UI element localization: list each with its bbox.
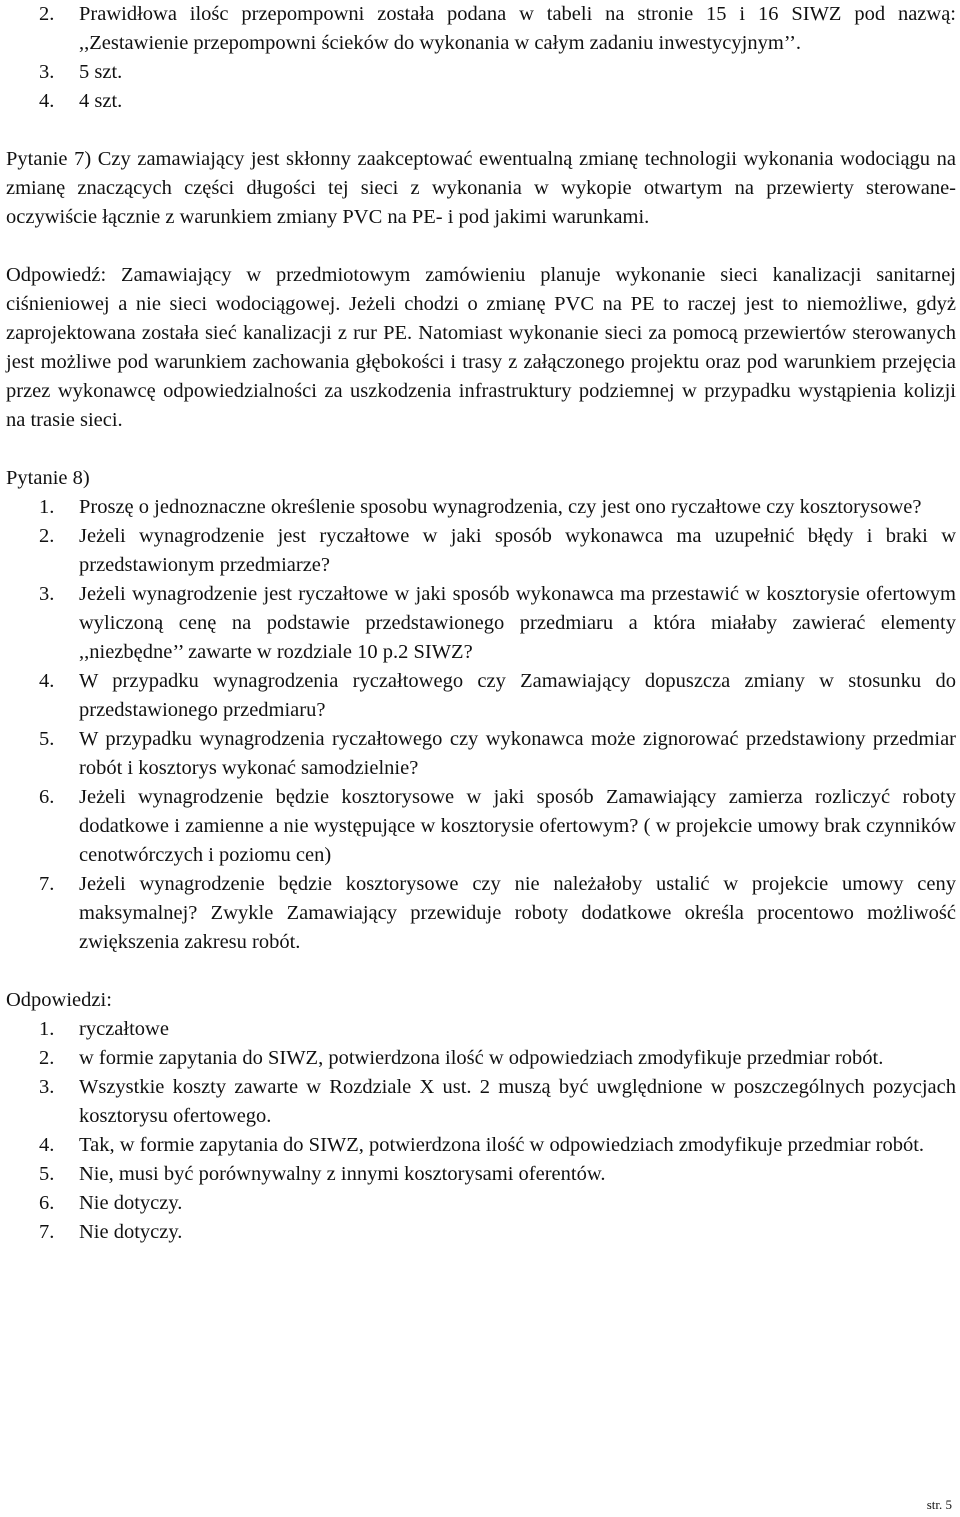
answers-list [6, 1015, 956, 1247]
list-item: 3. 5 szt. [39, 61, 123, 83]
list-item: 2. w formie zapytania do SIWZ, potwierdzona ilość w odpowiedziach zmodyfikuje przedmiar robót. [39, 1047, 884, 1069]
list-item: 6. Nie dotyczy. [39, 1192, 183, 1214]
question-8-heading: Pytanie 8) [6, 467, 90, 489]
list-item: 5. Nie, musi być porównywalny z innymi kosztorysami oferentów. [39, 1163, 606, 1185]
question-8-list [6, 493, 956, 957]
list-item: 4. 4 szt. [39, 90, 123, 112]
list-item: 4. W przypadku wynagrodzenia ryczałtowego czy Zamawiający dopuszcza zmiany w stosunku do przedstawionego przedmiaru? [39, 670, 956, 721]
document-page [6, 0, 956, 1247]
list-item: 2. Jeżeli wynagrodzenie jest ryczałtowe w jaki sposób wykonawca ma uzupełnić błędy i braki w przedstawionym przedmiarze? [39, 525, 956, 576]
list-item: 7. Jeżeli wynagrodzenie będzie kosztorysowe czy nie należałoby ustalić w projekcie umowy ceny maksymalnej? Zwykle Zamawiający przewiduje roboty dodatkowe określa procentowo możliwość zwiększenia zakresu robót. [39, 873, 956, 953]
list-item: 3. Jeżeli wynagrodzenie jest ryczałtowe w jaki sposób wykonawca ma przestawić w kosztorysie ofertowym wyliczoną cenę na podstawie przedstawionego przedmiaru a która miałaby zawierać elementy ,,niezbędne’’ zawarte w rozdziale 10 p.2 SIWZ? [39, 583, 956, 663]
list-item: 5. W przypadku wynagrodzenia ryczałtowego czy wykonawca może zignorować przedstawiony przedmiar robót i kosztorys wykonać samodzielnie? [39, 728, 956, 779]
answer-7: Odpowiedź: Zamawiający w przedmiotowym zamówieniu planuje wykonanie sieci kanalizacji sanitarnej ciśnieniowej a nie sieci wodociągowej. Jeżeli chodzi o zmianę PVC na PE to raczej jest to niemożliwe, gdyż zaprojektowana została sieć kanalizacji z rur PE. Natomiast wykonanie sieci za pomocą przewiertów sterowanych jest możliwe pod warunkiem zachowania głębokości i trasy z załączonego projektu oraz pod warunkiem przejęcia przez wykonawcę odpowiedzialności za uszkodzenia infrastruktury podziemnej w przypadku wystąpienia kolizji na trasie sieci. [6, 264, 956, 431]
list-item: 6. Jeżeli wynagrodzenie będzie kosztorysowe w jaki sposób Zamawiający zamierza rozliczyć roboty dodatkowe i zamienne a nie występujące w kosztorysie ofertowym? ( w projekcie umowy brak czynników cenotwórczych i poziomu cen) [39, 786, 956, 866]
answers-heading: Odpowiedzi: [6, 989, 112, 1011]
list-item: 3. Wszystkie koszty zawarte w Rozdziale X ust. 2 muszą być uwględnione w poszczególnych pozycjach kosztorysu ofertowego. [39, 1076, 956, 1127]
list-item: 7. Nie dotyczy. [39, 1221, 183, 1243]
list-item: 4. Tak, w formie zapytania do SIWZ, potwierdzona ilość w odpowiedziach zmodyfikuje przedmiar robót. [39, 1134, 925, 1156]
list-item: 2. Prawidłowa ilośc przepompowni została podana w tabeli na stronie 15 i 16 SIWZ pod nazwą: ,,Zestawienie przepompowni ścieków do wykonania w całym zadaniu inwestycyjnym’’. [39, 3, 956, 54]
top-list [6, 0, 956, 116]
page-number: str. 5 [926, 1497, 952, 1512]
list-item: 1. Proszę o jednoznaczne określenie sposobu wynagrodzenia, czy jest ono ryczałtowe czy kosztorysowe? [39, 496, 922, 518]
question-7: Pytanie 7) Czy zamawiający jest skłonny zaakceptować ewentualną zmianę technologii wykonania wodociągu na zmianę znaczących części długości tej sieci z wykonania w wykopie otwartym na przewierty sterowane- oczywiście łącznie z warunkiem zmiany PVC na PE- i pod jakimi warunkami. [6, 148, 956, 228]
list-item: 1. ryczałtowe [39, 1018, 169, 1040]
